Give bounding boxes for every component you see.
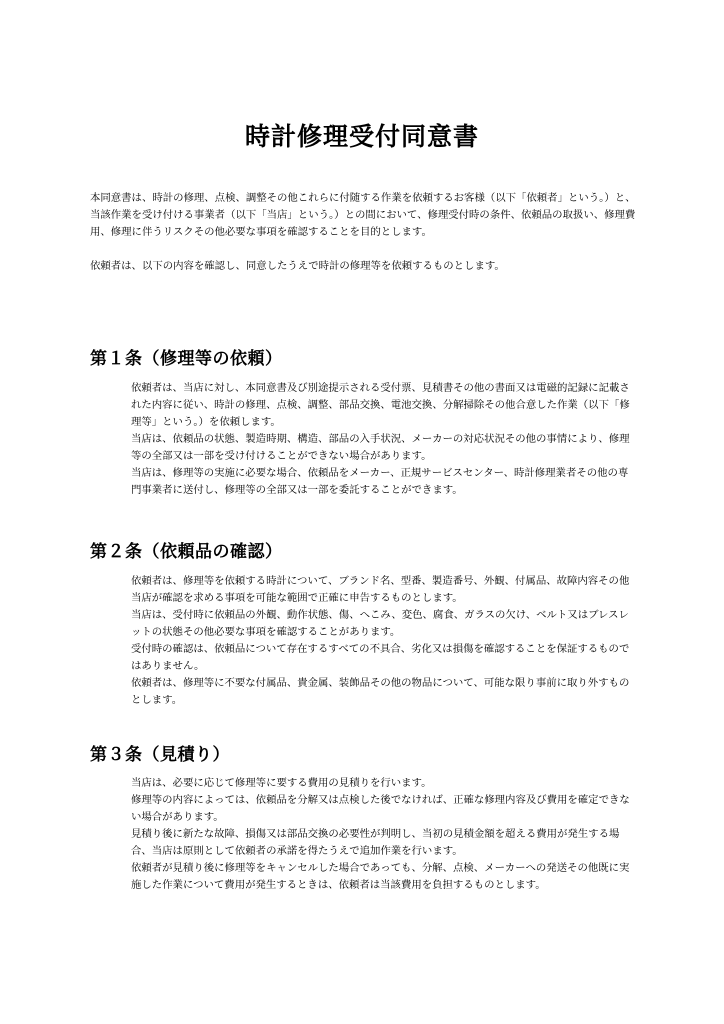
article-3-heading: 第３条（見積り）	[90, 745, 230, 765]
article-3-body	[131, 775, 635, 894]
article-paragraph: 依頼者は、修理等に不要な付属品、貴金属、装飾品その他の物品について、可能な限り事前に取り外すものとします。	[131, 677, 630, 706]
article-paragraph: 依頼者は、修理等を依頼する時計について、ブランド名、型番、製造番号、外観、付属品、故障内容その他当店が確認を求める事項を可能な範囲で正確に申告するものとします。	[131, 575, 630, 604]
intro-paragraph: 本同意書は、時計の修理、点検、調整その他これらに付随する作業を依頼するお客様（以下「依頼者」という。）と、当該作業を受け付ける事業者（以下「当店」という。）との間において、修理受付時の条件、依頼品の取扱い、修理費用、修理に伴うリスクその他必要な事項を確認することを目的とします。	[90, 192, 636, 238]
article-1-heading: 第１条（修理等の依頼）	[90, 349, 283, 369]
article-2-heading: 第２条（依頼品の確認）	[90, 542, 283, 562]
article-paragraph: 依頼者は、当店に対し、本同意書及び別途提示される受付票、見積書その他の書面又は電磁的記録に記載された内容に従い、時計の修理、点検、調整、部品交換、電池交換、分解掃除その他合意した作業（以下「修理等」という。）を依頼します。	[131, 382, 630, 428]
article-1-body	[131, 380, 635, 499]
article-paragraph: 見積り後に新たな故障、損傷又は部品交換の必要性が判明し、当初の見積金額を超える費用が発生する場合、当店は原則として依頼者の承諾を得たうえで追加作業を行います。	[131, 828, 620, 857]
article-paragraph: 当店は、必要に応じて修理等に要する費用の見積りを行います。	[131, 777, 432, 789]
article-paragraph: 受付時の確認は、依頼品について存在するすべての不具合、劣化又は損傷を確認することを保証するものではありません。	[131, 643, 630, 672]
article-paragraph: 依頼者が見積り後に修理等をキャンセルした場合であっても、分解、点検、メーカーへの発送その他既に実施した作業について費用が発生するときは、依頼者は当該費用を負担するものとします。	[131, 862, 630, 891]
document-title: 時計修理受付同意書	[244, 122, 479, 151]
article-paragraph: 当店は、修理等の実施に必要な場合、依頼品をメーカー、正規サービスセンター、時計修理業者その他の専門事業者に送付し、修理等の全部又は一部を委託することができます。	[131, 467, 629, 496]
article-paragraph: 修理等の内容によっては、依頼品を分解又は点検した後でなければ、正確な修理内容及び費用を確定できない場合があります。	[131, 794, 630, 823]
article-paragraph: 当店は、受付時に依頼品の外観、動作状態、傷、へこみ、変色、腐食、ガラスの欠け、ベルト又はブレスレットの状態その他必要な事項を確認することがあります。	[131, 609, 629, 638]
article-2-body	[131, 573, 635, 709]
article-paragraph: 当店は、依頼品の状態、製造時期、構造、部品の入手状況、メーカーの対応状況その他の事情により、修理等の全部又は一部を受け付けることができない場合があります。	[131, 433, 630, 462]
intro-paragraph: 依頼者は、以下の内容を確認し、同意したうえで時計の修理等を依頼するものとします。	[90, 260, 505, 272]
intro-section	[90, 190, 638, 292]
